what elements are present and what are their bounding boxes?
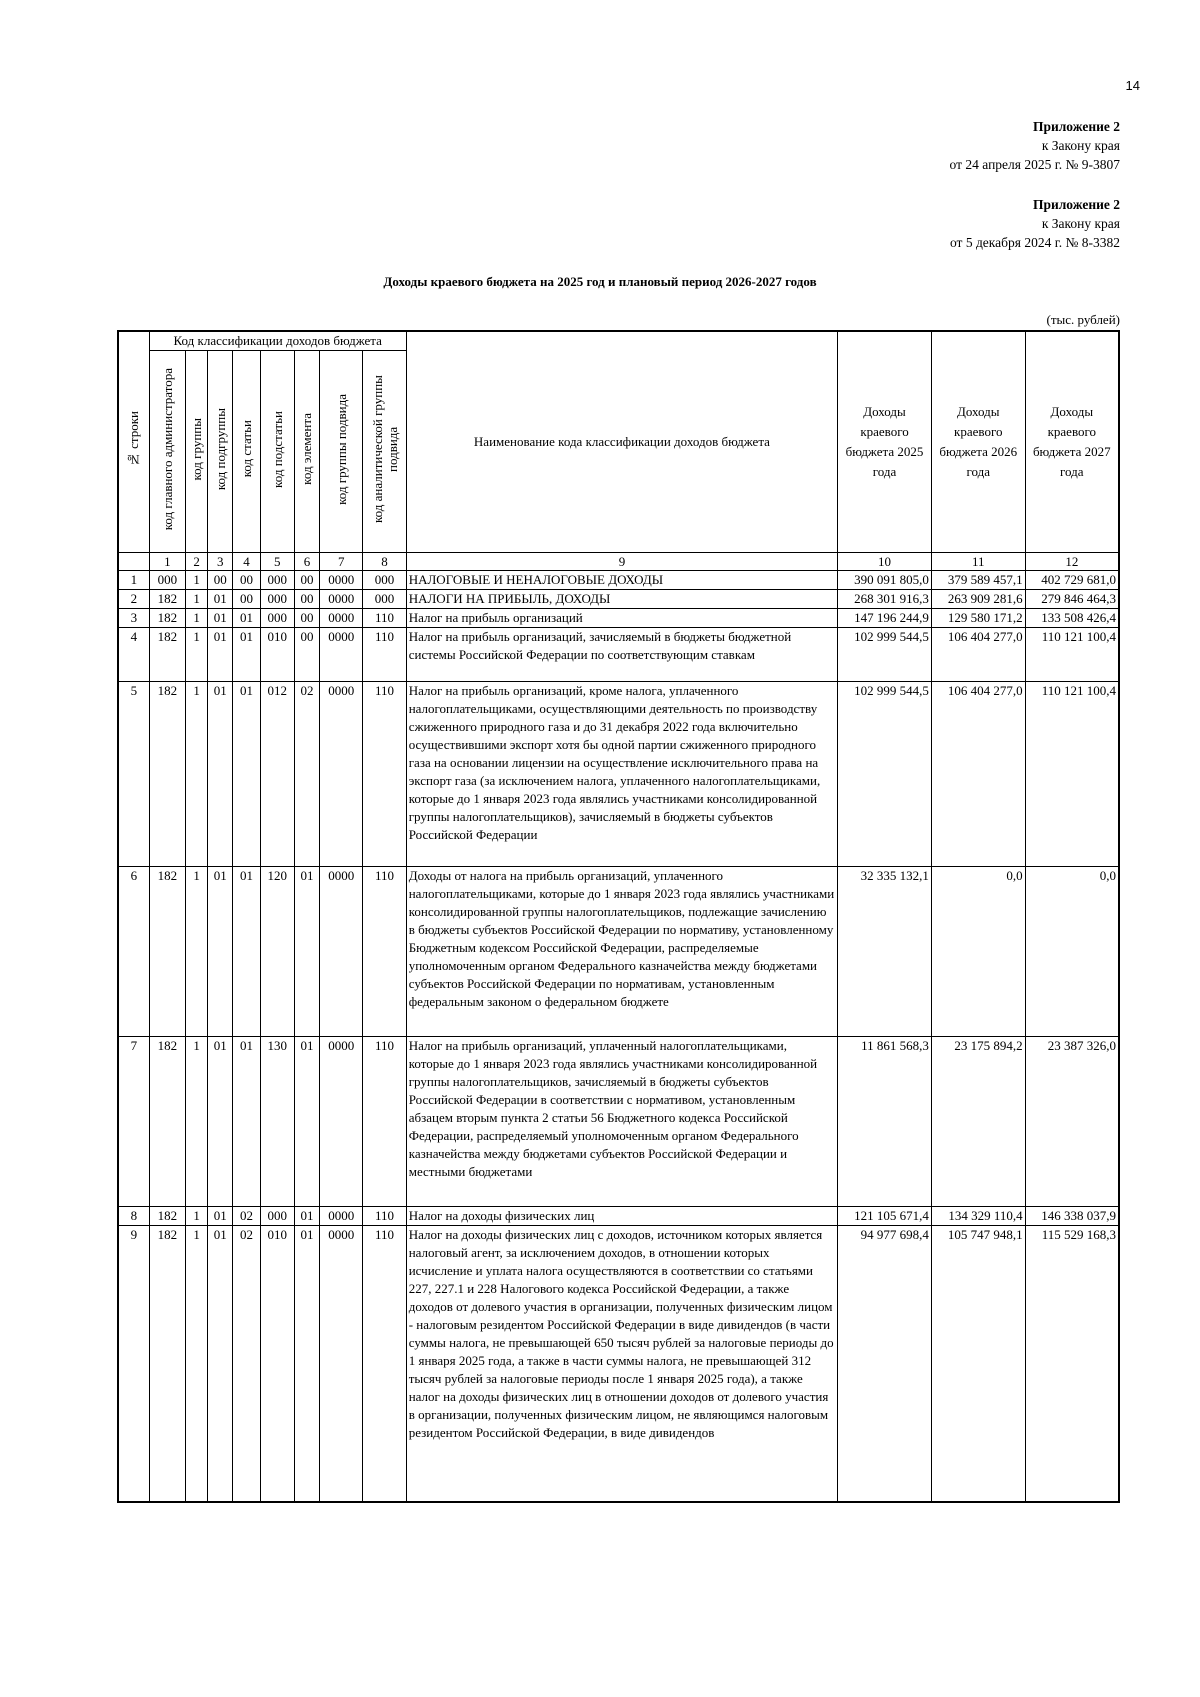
- code-subarticle: 000: [260, 1207, 294, 1226]
- row-number: 9: [118, 1226, 149, 1502]
- code-subarticle: 120: [260, 867, 294, 1037]
- code-admin: 182: [149, 1037, 185, 1207]
- code-analytic: 110: [363, 1226, 406, 1502]
- income-2026: 106 404 277,0: [931, 682, 1025, 867]
- code-group: 1: [186, 867, 208, 1037]
- code-subtype-group: 0000: [320, 1207, 363, 1226]
- code-group: 1: [186, 1037, 208, 1207]
- code-subtype-group: 0000: [320, 609, 363, 628]
- code-analytic: 110: [363, 1207, 406, 1226]
- code-subtype-group: 0000: [320, 1226, 363, 1502]
- units-label: (тыс. рублей): [1046, 312, 1120, 327]
- income-2026: 0,0: [931, 867, 1025, 1037]
- code-element: 00: [294, 628, 319, 682]
- document-title: Доходы краевого бюджета на 2025 год и плановый период 2026-2027 годов: [383, 274, 817, 289]
- appendix-current-date: от 24 апреля 2025 г. № 9-3807: [949, 157, 1120, 172]
- income-name: НАЛОГИ НА ПРИБЫЛЬ, ДОХОДЫ: [406, 590, 837, 609]
- code-analytic: 000: [363, 590, 406, 609]
- row-number: 5: [118, 682, 149, 867]
- code-article: 01: [233, 867, 260, 1037]
- table-row: [118, 867, 1119, 1037]
- code-article: 01: [233, 628, 260, 682]
- code-subtype-group: 0000: [320, 1037, 363, 1207]
- header-code-subarticle: код подстатьи: [260, 351, 294, 553]
- income-2026: 23 175 894,2: [931, 1037, 1025, 1207]
- appendix-original-law: к Закону края: [1041, 216, 1120, 231]
- appendix-original-title: Приложение 2: [1032, 197, 1120, 212]
- code-admin: 182: [149, 628, 185, 682]
- income-2025: 32 335 132,1: [838, 867, 932, 1037]
- column-number: 3: [208, 553, 233, 571]
- table-row: [118, 682, 1119, 867]
- code-subarticle: 130: [260, 1037, 294, 1207]
- code-subarticle: 012: [260, 682, 294, 867]
- table-row: [118, 628, 1119, 682]
- income-2025: 390 091 805,0: [838, 571, 932, 590]
- code-group: 1: [186, 571, 208, 590]
- code-admin: 182: [149, 867, 185, 1037]
- income-2027: 133 508 426,4: [1025, 609, 1119, 628]
- code-article: 01: [233, 609, 260, 628]
- income-2026: 379 589 457,1: [931, 571, 1025, 590]
- appendix-current-law: к Закону края: [1041, 138, 1120, 153]
- row-number: 6: [118, 867, 149, 1037]
- income-name: Доходы от налога на прибыль организаций, уплаченного налогоплательщиками, которые до 1 января 2023 года являлись участниками консолидированной группы налогоплательщиков, подлежащие зачислению в бюджеты субъектов Российской Федерации по нормативу, установленному Бюджетным кодексом Российской Федерации, распределяемые уполномоченным органом Федерального казначейства между бюджетами субъектов Российской Федерации по нормативам, установленным федеральным законом о федеральном бюджете: [406, 867, 837, 1037]
- income-2026: 263 909 281,6: [931, 590, 1025, 609]
- income-2026: 134 329 110,4: [931, 1207, 1025, 1226]
- income-2027: 23 387 326,0: [1025, 1037, 1119, 1207]
- code-admin: 182: [149, 609, 185, 628]
- header-year-2027: Доходы краевого бюджета 2027 года: [1025, 331, 1119, 553]
- column-number: 2: [186, 553, 208, 571]
- code-article: 02: [233, 1226, 260, 1502]
- header-code-subgroup: код подгруппы: [208, 351, 233, 553]
- budget-table: [117, 330, 1120, 1503]
- code-element: 01: [294, 867, 319, 1037]
- code-element: 00: [294, 590, 319, 609]
- code-analytic: 110: [363, 609, 406, 628]
- table-row: [118, 1207, 1119, 1226]
- income-2025: 102 999 544,5: [838, 682, 932, 867]
- code-article: 00: [233, 571, 260, 590]
- code-subarticle: 000: [260, 609, 294, 628]
- appendix-current: [950, 117, 1120, 174]
- income-name: Налог на доходы физических лиц: [406, 1207, 837, 1226]
- income-2025: 147 196 244,9: [838, 609, 932, 628]
- column-number: 12: [1025, 553, 1119, 571]
- code-subgroup: 01: [208, 682, 233, 867]
- code-analytic: 110: [363, 628, 406, 682]
- income-2027: 402 729 681,0: [1025, 571, 1119, 590]
- column-number: 9: [406, 553, 837, 571]
- income-2027: 279 846 464,3: [1025, 590, 1119, 609]
- appendix-original: [950, 195, 1120, 252]
- code-subgroup: 01: [208, 609, 233, 628]
- column-number: 7: [320, 553, 363, 571]
- code-group: 1: [186, 590, 208, 609]
- code-analytic: 110: [363, 867, 406, 1037]
- code-subgroup: 01: [208, 1226, 233, 1502]
- header-year-2025: Доходы краевого бюджета 2025 года: [838, 331, 932, 553]
- code-element: 02: [294, 682, 319, 867]
- row-number: 3: [118, 609, 149, 628]
- income-2027: 115 529 168,3: [1025, 1226, 1119, 1502]
- code-admin: 182: [149, 1226, 185, 1502]
- code-subtype-group: 0000: [320, 590, 363, 609]
- code-subtype-group: 0000: [320, 628, 363, 682]
- header-code-group: Код классификации доходов бюджета: [149, 331, 406, 351]
- code-subtype-group: 0000: [320, 571, 363, 590]
- code-article: 00: [233, 590, 260, 609]
- column-number: 11: [931, 553, 1025, 571]
- table-row: [118, 609, 1119, 628]
- column-number: 1: [149, 553, 185, 571]
- code-admin: 182: [149, 1207, 185, 1226]
- code-admin: 182: [149, 590, 185, 609]
- income-2025: 94 977 698,4: [838, 1226, 932, 1502]
- header-code-admin: код главного администратора: [149, 351, 185, 553]
- code-group: 1: [186, 1207, 208, 1226]
- code-article: 02: [233, 1207, 260, 1226]
- column-number: 6: [294, 553, 319, 571]
- income-2025: 11 861 568,3: [838, 1037, 932, 1207]
- column-number: 5: [260, 553, 294, 571]
- income-name: НАЛОГОВЫЕ И НЕНАЛОГОВЫЕ ДОХОДЫ: [406, 571, 837, 590]
- income-2025: 268 301 916,3: [838, 590, 932, 609]
- income-2026: 129 580 171,2: [931, 609, 1025, 628]
- code-subgroup: 01: [208, 1207, 233, 1226]
- code-element: 00: [294, 609, 319, 628]
- code-article: 01: [233, 1037, 260, 1207]
- table-row: [118, 590, 1119, 609]
- code-subarticle: 010: [260, 628, 294, 682]
- code-element: 01: [294, 1226, 319, 1502]
- header-row-no: № строки: [118, 331, 149, 553]
- table-row: [118, 1037, 1119, 1207]
- code-subtype-group: 0000: [320, 867, 363, 1037]
- code-element: 01: [294, 1037, 319, 1207]
- header-code-group-col: код группы: [186, 351, 208, 553]
- code-subgroup: 01: [208, 1037, 233, 1207]
- code-element: 00: [294, 571, 319, 590]
- code-group: 1: [186, 628, 208, 682]
- header-row-top: [118, 331, 1119, 351]
- income-name: Налог на прибыль организаций, кроме налога, уплаченного налогоплательщиками, осуществляющими деятельность по производству сжиженного природного газа и до 31 декабря 2022 года включительно осуществившими экспорт хотя бы одной партии сжиженного природного газа на основании лицензии на осуществление исключительного права на экспорт газа (за исключением налога, уплаченного налогоплательщиками, которые до 1 января 2023 года являлись участниками консолидированной группы налогоплательщиков), зачисляемый в бюджеты субъектов Российской Федерации: [406, 682, 837, 867]
- code-analytic: 000: [363, 571, 406, 590]
- row-number: 7: [118, 1037, 149, 1207]
- income-2027: 146 338 037,9: [1025, 1207, 1119, 1226]
- code-subarticle: 000: [260, 590, 294, 609]
- row-number: 2: [118, 590, 149, 609]
- income-2026: 106 404 277,0: [931, 628, 1025, 682]
- code-analytic: 110: [363, 682, 406, 867]
- appendix-original-date: от 5 декабря 2024 г. № 8-3382: [949, 235, 1120, 250]
- row-number: 8: [118, 1207, 149, 1226]
- income-2027: 0,0: [1025, 867, 1119, 1037]
- code-subarticle: 000: [260, 571, 294, 590]
- column-number: 10: [838, 553, 932, 571]
- header-code-analytic: код аналитической группы подвида: [363, 351, 406, 553]
- code-admin: 000: [149, 571, 185, 590]
- header-code-article: код статьи: [233, 351, 260, 553]
- code-subgroup: 01: [208, 628, 233, 682]
- code-subgroup: 00: [208, 571, 233, 590]
- code-group: 1: [186, 1226, 208, 1502]
- code-analytic: 110: [363, 1037, 406, 1207]
- income-name: Налог на доходы физических лиц с доходов, источником которых является налоговый агент, за исключением доходов, в отношении которых исчисление и уплата налога осуществляются в соответствии со статьями 227, 227.1 и 228 Налогового кодекса Российской Федерации, а также доходов от долевого участия в организации, полученных физическим лицом - налоговым резидентом Российской Федерации в виде дивидендов (в части суммы налога, не превышающей 650 тысяч рублей за налоговые периоды до 1 января 2025 года, а также в части суммы налога, не превышающей 312 тысяч рублей за налоговые периоды после 1 января 2025 года), а также налог на доходы физических лиц в отношении доходов от долевого участия в организации, полученных физическим лицом, не являющимся налоговым резидентом Российской Федерации, в виде дивидендов: [406, 1226, 837, 1502]
- income-2027: 110 121 100,4: [1025, 628, 1119, 682]
- code-subgroup: 01: [208, 590, 233, 609]
- code-subgroup: 01: [208, 867, 233, 1037]
- code-group: 1: [186, 682, 208, 867]
- appendix-current-title: Приложение 2: [1032, 119, 1120, 134]
- code-subtype-group: 0000: [320, 682, 363, 867]
- row-number: 4: [118, 628, 149, 682]
- table-row: [118, 1226, 1119, 1502]
- table-row: [118, 571, 1119, 590]
- income-name: Налог на прибыль организаций, уплаченный налогоплательщиками, которые до 1 января 2023 года являлись участниками консолидированной группы налогоплательщиков, зачисляемый в бюджеты субъектов Российской Федерации в соответствии с нормативом, установленным абзацем вторым пункта 2 статьи 56 Бюджетного кодекса Российской Федерации, распределяемый уполномоченным органом Федерального казначейства между бюджетами субъектов Российской Федерации и местными бюджетами: [406, 1037, 837, 1207]
- income-name: Налог на прибыль организаций: [406, 609, 837, 628]
- header-code-element: код элемента: [294, 351, 319, 553]
- code-element: 01: [294, 1207, 319, 1226]
- income-2025: 102 999 544,5: [838, 628, 932, 682]
- code-subarticle: 010: [260, 1226, 294, 1502]
- income-2025: 121 105 671,4: [838, 1207, 932, 1226]
- code-group: 1: [186, 609, 208, 628]
- code-admin: 182: [149, 682, 185, 867]
- header-code-subtype-group: код группы подвида: [320, 351, 363, 553]
- column-number: [118, 553, 149, 571]
- header-name: Наименование кода классификации доходов бюджета: [406, 331, 837, 553]
- row-number: 1: [118, 571, 149, 590]
- page-number: 14: [1125, 78, 1140, 93]
- income-2027: 110 121 100,4: [1025, 682, 1119, 867]
- code-article: 01: [233, 682, 260, 867]
- income-2026: 105 747 948,1: [931, 1226, 1025, 1502]
- income-name: Налог на прибыль организаций, зачисляемый в бюджеты бюджетной системы Российской Федерации по соответствующим ставкам: [406, 628, 837, 682]
- column-number: 4: [233, 553, 260, 571]
- column-number: 8: [363, 553, 406, 571]
- column-numbers-row: [118, 553, 1119, 571]
- header-year-2026: Доходы краевого бюджета 2026 года: [931, 331, 1025, 553]
